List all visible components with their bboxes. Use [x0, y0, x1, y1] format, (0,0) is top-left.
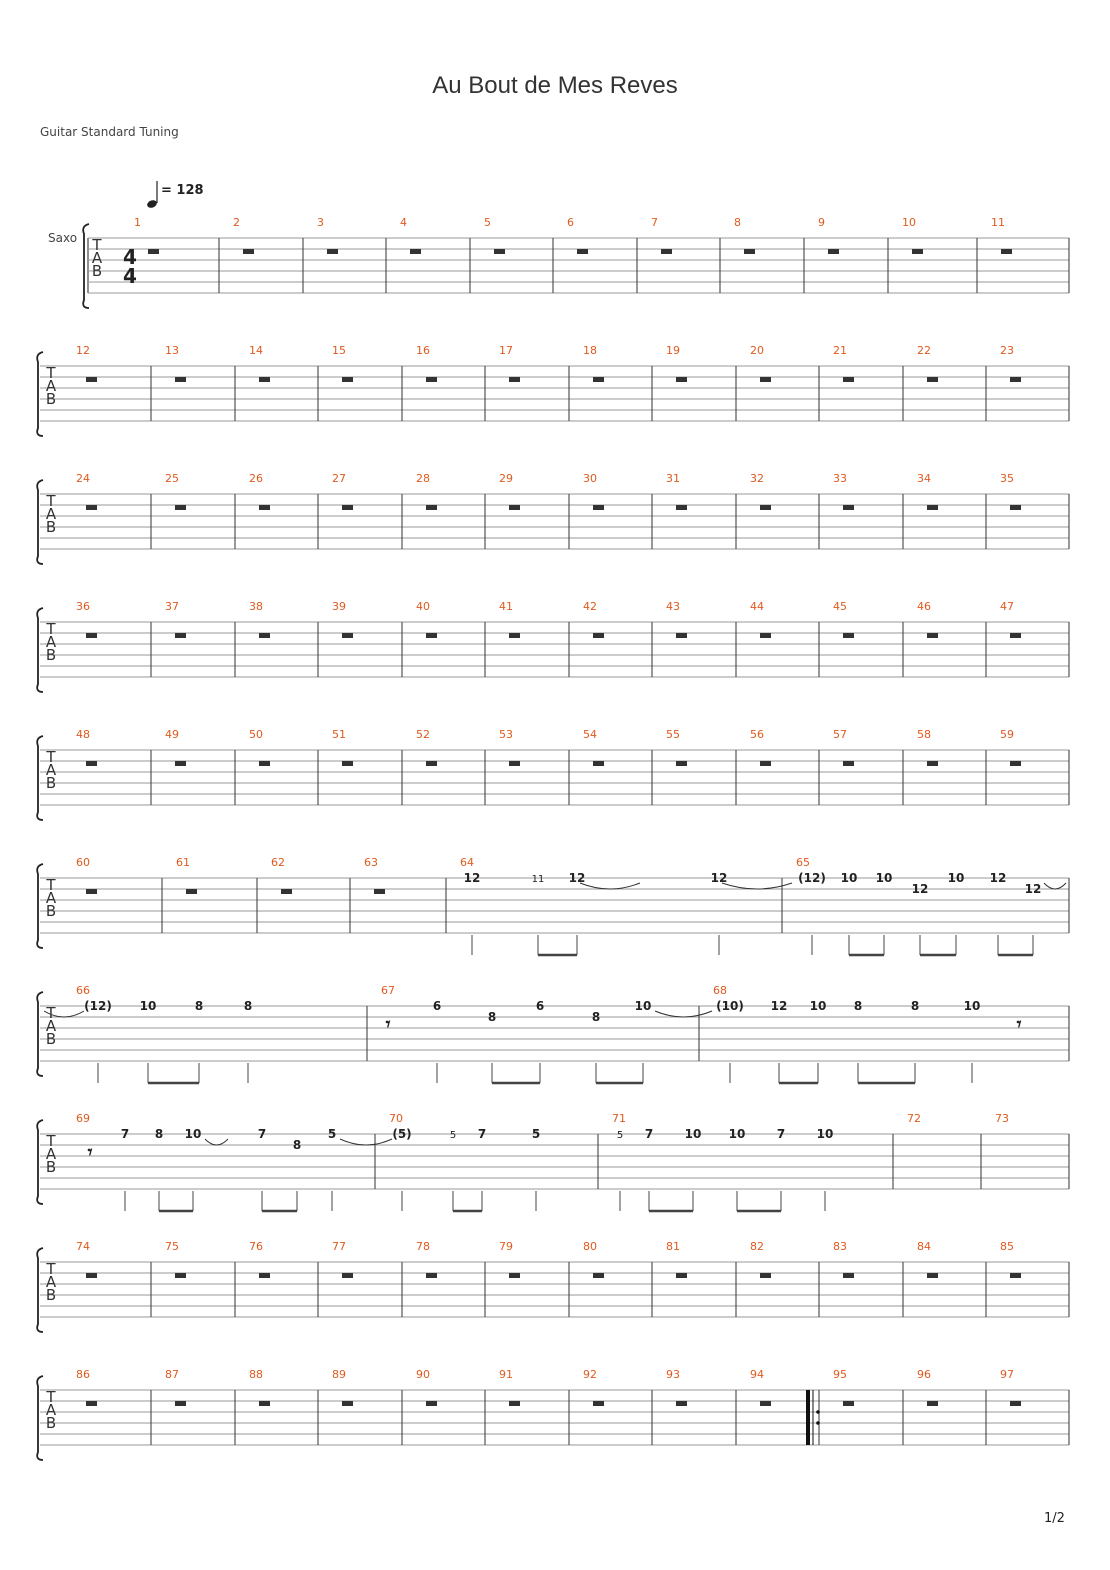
measure-number: 95: [833, 1368, 847, 1381]
measure-number: 61: [176, 856, 190, 869]
fret-number: 6: [432, 999, 442, 1013]
measure-number: 69: [76, 1112, 90, 1125]
measure-number: 29: [499, 472, 513, 485]
measure-number: 62: [271, 856, 285, 869]
measure-number: 39: [332, 600, 346, 613]
measure-number: 74: [76, 1240, 90, 1253]
staff-systems: [37, 216, 1069, 1460]
measure-number: 38: [249, 600, 263, 613]
measure-number: 20: [750, 344, 764, 357]
rest-symbol: [243, 249, 254, 254]
tab-clef-letter: B: [45, 902, 57, 920]
rest-symbol: [843, 1401, 854, 1406]
tab-clef-letter: T: [46, 748, 56, 766]
rest-symbol: [86, 505, 97, 510]
system-bracket: [37, 1248, 43, 1332]
measure-number: 96: [917, 1368, 931, 1381]
measure-number: 87: [165, 1368, 179, 1381]
rest-symbol: [843, 633, 854, 638]
staff-system: [37, 1112, 1069, 1204]
measure-number: 63: [364, 856, 378, 869]
measure-number: 6: [567, 216, 574, 229]
repeat-dot: [816, 1410, 820, 1414]
measure-number: 30: [583, 472, 597, 485]
tab-clef-letter: T: [46, 364, 56, 382]
quarter-note-icon: [146, 199, 158, 209]
rest-symbol: [509, 633, 520, 638]
rest-symbol: [86, 377, 97, 382]
tab-clef-letter: A: [91, 249, 103, 267]
rest-symbol: [509, 505, 520, 510]
repeat-dot: [816, 1421, 820, 1425]
measure-number: 54: [583, 728, 597, 741]
rest-symbol: [661, 249, 672, 254]
measure-number: 8: [734, 216, 741, 229]
system-bracket: [37, 1120, 43, 1204]
rest-symbol: [760, 1401, 771, 1406]
measure-number: 1: [134, 216, 141, 229]
fret-number: (12): [84, 999, 112, 1013]
rest-symbol: [494, 249, 505, 254]
measure-number: 73: [995, 1112, 1009, 1125]
measure-number: 82: [750, 1240, 764, 1253]
rest-symbol: [509, 1273, 520, 1278]
system-bracket: [37, 992, 43, 1076]
rest-symbol: [175, 505, 186, 510]
rest-symbol: [927, 761, 938, 766]
system-bracket: [37, 1376, 43, 1460]
rest-symbol: [1010, 761, 1021, 766]
tab-clef-letter: A: [45, 1017, 57, 1035]
rest-symbol: [86, 1401, 97, 1406]
tab-clef-letter: B: [45, 774, 57, 792]
measure-number: 77: [332, 1240, 346, 1253]
tempo-label: = 128: [161, 183, 204, 198]
rest-symbol: [175, 1273, 186, 1278]
measure-number: 64: [460, 856, 474, 869]
measure-number: 12: [76, 344, 90, 357]
fret-number: 11: [531, 874, 545, 885]
fret-number: 7: [477, 1127, 487, 1141]
fret-number: 8: [292, 1138, 302, 1152]
rest-symbol: [744, 249, 755, 254]
measure-number: 46: [917, 600, 931, 613]
fret-number: 8: [591, 1010, 601, 1024]
rest-symbol: [676, 505, 687, 510]
system-bracket: [37, 608, 43, 692]
time-signature-numerator: 4: [123, 245, 137, 269]
tab-clef-letter: B: [45, 1286, 57, 1304]
rest-symbol: [676, 1401, 687, 1406]
rest-symbol: [593, 761, 604, 766]
fret-number: 10: [875, 871, 893, 885]
tie-arc: [205, 1139, 228, 1145]
rest-symbol: [426, 505, 437, 510]
rest-symbol: [760, 633, 771, 638]
fret-number: 10: [139, 999, 157, 1013]
fret-number: 8: [487, 1010, 497, 1024]
measure-number: 49: [165, 728, 179, 741]
measure-number: 7: [651, 216, 658, 229]
rest-symbol: [927, 505, 938, 510]
measure-number: 26: [249, 472, 263, 485]
eighth-rest-icon: 𝄾: [1016, 1014, 1022, 1035]
rest-symbol: [509, 377, 520, 382]
measure-number: 66: [76, 984, 90, 997]
tempo-marking: [146, 181, 203, 209]
fret-number: 12: [463, 871, 481, 885]
tab-clef-letter: A: [45, 1145, 57, 1163]
rest-symbol: [912, 249, 923, 254]
tab-clef-letter: A: [45, 1273, 57, 1291]
tab-clef-letter: A: [45, 505, 57, 523]
measure-number: 22: [917, 344, 931, 357]
fret-number: 8: [853, 999, 863, 1013]
rest-symbol: [1010, 377, 1021, 382]
rest-symbol: [86, 761, 97, 766]
tab-clef-letter: T: [92, 236, 102, 254]
fret-number: 8: [194, 999, 204, 1013]
measure-number: 43: [666, 600, 680, 613]
tab-clef-letter: A: [45, 633, 57, 651]
measure-number: 32: [750, 472, 764, 485]
rest-symbol: [342, 633, 353, 638]
measure-number: 3: [317, 216, 324, 229]
time-signature-denominator: 4: [123, 264, 137, 288]
rest-symbol: [148, 249, 159, 254]
measure-number: 28: [416, 472, 430, 485]
rest-symbol: [426, 1273, 437, 1278]
measure-number: 34: [917, 472, 931, 485]
rest-symbol: [175, 1401, 186, 1406]
fret-number: 7: [120, 1127, 130, 1141]
eighth-rest-icon: 𝄾: [87, 1142, 93, 1163]
rest-symbol: [760, 377, 771, 382]
rest-symbol: [342, 377, 353, 382]
staff-system: [37, 1368, 1069, 1460]
measure-number: 17: [499, 344, 513, 357]
rest-symbol: [175, 761, 186, 766]
rest-symbol: [327, 249, 338, 254]
tie-arc: [340, 1139, 392, 1145]
rest-symbol: [509, 761, 520, 766]
measure-number: 94: [750, 1368, 764, 1381]
rest-symbol: [509, 1401, 520, 1406]
eighth-rest-icon: 𝄾: [385, 1014, 391, 1035]
tab-clef-letter: B: [45, 518, 57, 536]
rest-symbol: [843, 761, 854, 766]
rest-symbol: [426, 1401, 437, 1406]
rest-symbol: [760, 761, 771, 766]
measure-number: 2: [233, 216, 240, 229]
measure-number: 97: [1000, 1368, 1014, 1381]
staff-system: [37, 1240, 1069, 1332]
tab-clef-letter: A: [45, 1401, 57, 1419]
rest-symbol: [86, 1273, 97, 1278]
measure-number: 24: [76, 472, 90, 485]
rest-symbol: [593, 1401, 604, 1406]
staff-system: [37, 600, 1069, 692]
rest-symbol: [676, 761, 687, 766]
fret-number: 8: [154, 1127, 164, 1141]
measure-number: 78: [416, 1240, 430, 1253]
tab-clef-letter: A: [45, 377, 57, 395]
tab-clef-letter: A: [45, 889, 57, 907]
measure-number: 9: [818, 216, 825, 229]
measure-number: 19: [666, 344, 680, 357]
fret-number: 8: [243, 999, 253, 1013]
fret-number: (12): [798, 871, 826, 885]
tab-clef-letter: T: [46, 1004, 56, 1022]
rest-symbol: [426, 377, 437, 382]
fret-number: 12: [1024, 882, 1042, 896]
measure-number: 92: [583, 1368, 597, 1381]
measure-number: 57: [833, 728, 847, 741]
rest-symbol: [927, 1401, 938, 1406]
tab-clef-letter: T: [46, 876, 56, 894]
staff-system: [37, 472, 1069, 564]
measure-number: 71: [612, 1112, 626, 1125]
page-title: Au Bout de Mes Reves: [432, 72, 678, 99]
rest-symbol: [593, 505, 604, 510]
rest-symbol: [281, 889, 292, 894]
fret-number: (5): [392, 1127, 412, 1141]
fret-number: 5: [327, 1127, 337, 1141]
fret-number: 10: [947, 871, 965, 885]
rest-symbol: [760, 505, 771, 510]
measure-number: 83: [833, 1240, 847, 1253]
rest-symbol: [1010, 1401, 1021, 1406]
fret-number: 10: [963, 999, 981, 1013]
tab-clef-letter: B: [45, 1158, 57, 1176]
staff-system: [37, 728, 1069, 820]
rest-symbol: [843, 377, 854, 382]
measure-number: 58: [917, 728, 931, 741]
system-bracket: [37, 736, 43, 820]
measure-number: 40: [416, 600, 430, 613]
rest-symbol: [593, 377, 604, 382]
measure-number: 75: [165, 1240, 179, 1253]
measure-number: 23: [1000, 344, 1014, 357]
fret-number: (10): [716, 999, 744, 1013]
tab-clef-letter: B: [45, 646, 57, 664]
page-number: 1/2: [1044, 1511, 1065, 1526]
rest-symbol: [828, 249, 839, 254]
fret-number: 10: [684, 1127, 702, 1141]
tab-clef-letter: B: [45, 390, 57, 408]
measure-number: 51: [332, 728, 346, 741]
staff-system: [83, 216, 1069, 308]
fret-number: 10: [184, 1127, 202, 1141]
fret-number: 7: [257, 1127, 267, 1141]
measure-number: 37: [165, 600, 179, 613]
measure-number: 60: [76, 856, 90, 869]
measure-number: 4: [400, 216, 407, 229]
measure-number: 52: [416, 728, 430, 741]
rest-symbol: [259, 505, 270, 510]
measure-number: 48: [76, 728, 90, 741]
rest-symbol: [342, 761, 353, 766]
rest-symbol: [259, 633, 270, 638]
rest-symbol: [577, 249, 588, 254]
measure-number: 14: [249, 344, 263, 357]
tab-clef-letter: T: [46, 1260, 56, 1278]
measure-number: 56: [750, 728, 764, 741]
tie-arc: [655, 1011, 712, 1017]
measure-number: 36: [76, 600, 90, 613]
tie-arc: [1044, 883, 1066, 889]
fret-number: 6: [535, 999, 545, 1013]
measure-number: 59: [1000, 728, 1014, 741]
measure-number: 85: [1000, 1240, 1014, 1253]
measure-number: 31: [666, 472, 680, 485]
rest-symbol: [593, 633, 604, 638]
instrument-name: Saxo: [48, 231, 78, 245]
measure-number: 65: [796, 856, 810, 869]
rest-symbol: [175, 633, 186, 638]
measure-number: 10: [902, 216, 916, 229]
tab-clef-letter: T: [46, 492, 56, 510]
rest-symbol: [259, 1273, 270, 1278]
measure-number: 86: [76, 1368, 90, 1381]
staff-system: [37, 856, 1069, 948]
fret-number: 5: [531, 1127, 541, 1141]
tie-arc: [580, 883, 640, 889]
measure-number: 27: [332, 472, 346, 485]
measure-number: 11: [991, 216, 1005, 229]
measure-number: 76: [249, 1240, 263, 1253]
tab-clef-letter: B: [45, 1414, 57, 1432]
rest-symbol: [760, 1273, 771, 1278]
fret-number: 5: [616, 1130, 624, 1141]
measure-number: 72: [907, 1112, 921, 1125]
measure-number: 70: [389, 1112, 403, 1125]
tab-clef-letter: A: [45, 761, 57, 779]
measure-number: 90: [416, 1368, 430, 1381]
rest-symbol: [426, 633, 437, 638]
measure-number: 45: [833, 600, 847, 613]
measure-number: 21: [833, 344, 847, 357]
staff-system: [37, 984, 1069, 1076]
measure-number: 25: [165, 472, 179, 485]
fret-number: 10: [634, 999, 652, 1013]
fret-number: 7: [776, 1127, 786, 1141]
measure-number: 53: [499, 728, 513, 741]
tab-clef-letter: T: [46, 1388, 56, 1406]
rest-symbol: [676, 1273, 687, 1278]
fret-number: 10: [816, 1127, 834, 1141]
measure-number: 93: [666, 1368, 680, 1381]
rest-symbol: [186, 889, 197, 894]
staff-system: [37, 344, 1069, 436]
tab-clef-letter: T: [46, 620, 56, 638]
measure-number: 88: [249, 1368, 263, 1381]
fret-number: 12: [770, 999, 788, 1013]
measure-number: 18: [583, 344, 597, 357]
measure-number: 13: [165, 344, 179, 357]
fret-number: 10: [840, 871, 858, 885]
fret-number: 10: [728, 1127, 746, 1141]
fret-number: 7: [644, 1127, 654, 1141]
system-bracket: [37, 480, 43, 564]
fret-number: 10: [809, 999, 827, 1013]
measure-number: 81: [666, 1240, 680, 1253]
rest-symbol: [927, 1273, 938, 1278]
rest-symbol: [1010, 633, 1021, 638]
measure-number: 67: [381, 984, 395, 997]
tuning-label: Guitar Standard Tuning: [40, 125, 179, 139]
measure-number: 15: [332, 344, 346, 357]
rest-symbol: [342, 1401, 353, 1406]
measure-number: 79: [499, 1240, 513, 1253]
rest-symbol: [342, 505, 353, 510]
tab-clef-letter: B: [45, 1030, 57, 1048]
tab-clef-letter: B: [91, 262, 103, 280]
rest-symbol: [374, 889, 385, 894]
rest-symbol: [342, 1273, 353, 1278]
measure-number: 33: [833, 472, 847, 485]
rest-symbol: [259, 377, 270, 382]
rest-symbol: [259, 761, 270, 766]
fret-number: 8: [910, 999, 920, 1013]
measure-number: 50: [249, 728, 263, 741]
rest-symbol: [676, 633, 687, 638]
rest-symbol: [843, 505, 854, 510]
rest-symbol: [1010, 1273, 1021, 1278]
rest-symbol: [175, 377, 186, 382]
rest-symbol: [1001, 249, 1012, 254]
rest-symbol: [927, 377, 938, 382]
system-bracket: [37, 352, 43, 436]
system-bracket: [37, 864, 43, 948]
measure-number: 47: [1000, 600, 1014, 613]
measure-number: 41: [499, 600, 513, 613]
rest-symbol: [259, 1401, 270, 1406]
measure-number: 35: [1000, 472, 1014, 485]
measure-number: 16: [416, 344, 430, 357]
rest-symbol: [1010, 505, 1021, 510]
fret-number: 12: [911, 882, 929, 896]
fret-number: 5: [449, 1130, 457, 1141]
measure-number: 80: [583, 1240, 597, 1253]
measure-number: 84: [917, 1240, 931, 1253]
measure-number: 5: [484, 216, 491, 229]
fret-number: 12: [989, 871, 1007, 885]
fret-number: 12: [710, 871, 728, 885]
measure-number: 68: [713, 984, 727, 997]
measure-number: 89: [332, 1368, 346, 1381]
rest-symbol: [593, 1273, 604, 1278]
measure-number: 91: [499, 1368, 513, 1381]
tab-clef-letter: T: [46, 1132, 56, 1150]
rest-symbol: [410, 249, 421, 254]
rest-symbol: [86, 889, 97, 894]
rest-symbol: [927, 633, 938, 638]
measure-number: 55: [666, 728, 680, 741]
rest-symbol: [843, 1273, 854, 1278]
fret-number: 12: [568, 871, 586, 885]
measure-number: 44: [750, 600, 764, 613]
rest-symbol: [426, 761, 437, 766]
rest-symbol: [86, 633, 97, 638]
measure-number: 42: [583, 600, 597, 613]
rest-symbol: [676, 377, 687, 382]
